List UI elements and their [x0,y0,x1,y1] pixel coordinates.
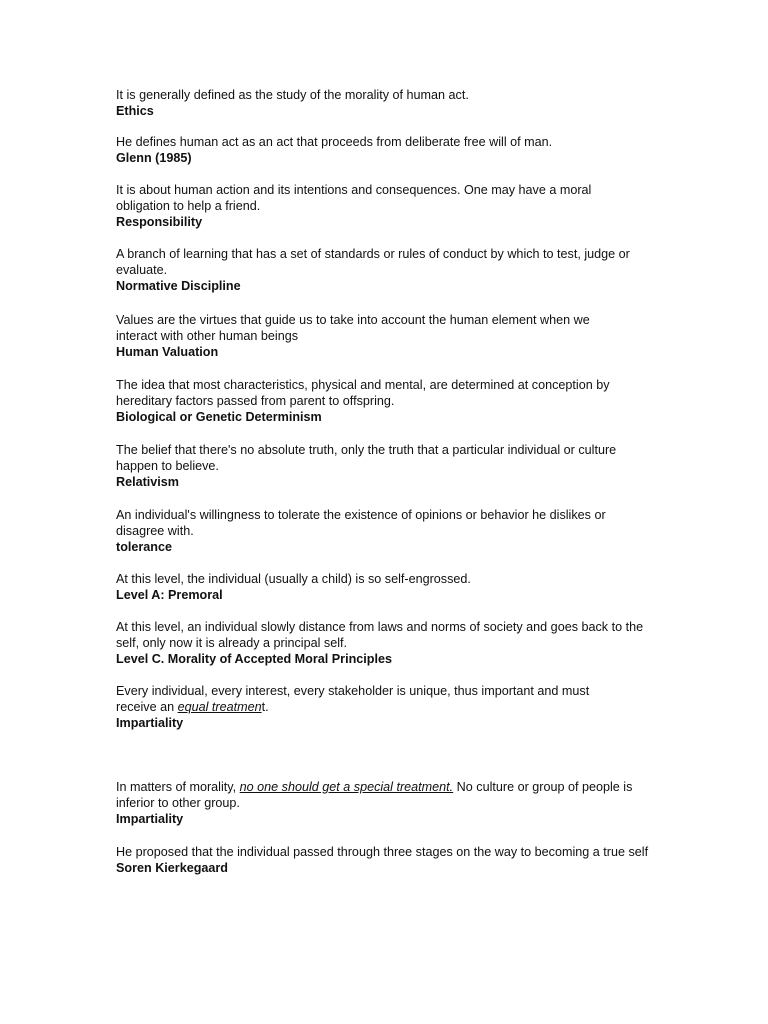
qa-entry [116,507,646,556]
qa-entry [116,619,656,668]
answer-text: Impartiality [116,812,184,827]
question-text: Values are the virtues that guide us to take into account the human element when we interact with other human beings [116,313,590,344]
answer-text: Human Valuation [116,345,219,360]
question-text: He proposed that the individual passed through three stages on the way to becoming a true self [116,845,649,859]
qa-entry [116,377,646,426]
qa-entry [116,182,616,231]
answer-text: Level A: Premoral [116,588,223,603]
qa-entry [116,571,656,603]
qa-entry [116,246,656,295]
question-text: A branch of learning that has a set of standards or rules of conduct by which to test, judge or evaluate. [116,247,630,278]
qa-entry [116,87,656,119]
qa-entry [116,683,626,732]
question-text-end: t. [261,700,269,715]
question-text: An individual's willingness to tolerate the existence of opinions or behavior he dislikes or disagree with. [116,508,606,539]
question-text: It is about human action and its intentions and consequences. One may have a moral obligation to help a friend. [116,183,592,214]
answer-text: Relativism [116,475,179,490]
qa-entry [116,134,656,166]
question-text: He defines human act as an act that proceeds from deliberate free will of man. [116,135,553,149]
question-text: It is generally defined as the study of the morality of human act. [116,88,469,102]
qa-entry [116,779,656,828]
question-text-start: Every individual, every interest, every stakeholder is unique, thus important and must receive an [116,684,590,715]
question-text [116,683,626,715]
answer-text: Level C. Morality of Accepted Moral Principles [116,652,392,667]
question-text: At this level, an individual slowly distance from laws and norms of society and goes back to the self, only now it is already a principal self. [116,620,644,651]
question-text: The belief that there's no absolute truth, only the truth that a particular individual or culture happen to believe. [116,443,617,474]
emphasized-text: no one should get a special treatment. [239,780,454,794]
answer-text: Responsibility [116,215,203,230]
answer-text: Ethics [116,104,154,119]
qa-entry [116,844,656,876]
qa-entry [116,312,626,361]
answer-text: Normative Discipline [116,279,241,294]
question-text: At this level, the individual (usually a child) is so self-engrossed. [116,572,471,586]
qa-entry [116,442,656,491]
answer-text: Glenn (1985) [116,151,192,166]
question-text-start: In matters of morality, [116,780,240,794]
emphasized-text: equal treatmen [177,700,262,715]
answer-text: tolerance [116,540,172,555]
answer-text: Impartiality [116,716,184,731]
question-text [116,779,656,811]
answer-text: Biological or Genetic Determinism [116,410,322,425]
answer-text: Soren Kierkegaard [116,861,228,876]
question-text: The idea that most characteristics, physical and mental, are determined at conception by hereditary factors passed from parent to offspring. [116,378,610,409]
question-text-end: No culture or group of people is inferior to other group. [116,780,633,811]
